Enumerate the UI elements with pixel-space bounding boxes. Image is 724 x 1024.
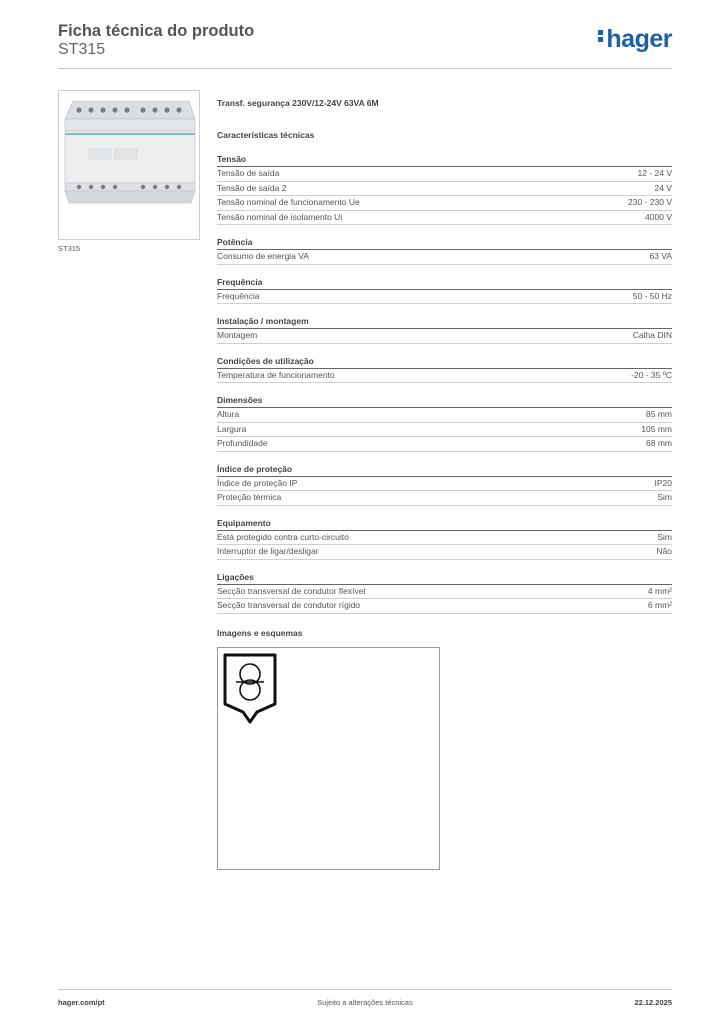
spec-value: 24 V	[654, 182, 672, 193]
spec-row	[217, 369, 672, 384]
spec-row	[217, 408, 672, 423]
spec-label: Temperatura de funcionamento	[217, 369, 335, 380]
spec-section	[217, 463, 672, 506]
spec-value: IP20	[654, 477, 672, 488]
spec-value: Sim	[657, 492, 672, 502]
spec-row	[217, 167, 672, 182]
hager-logo	[598, 25, 672, 54]
spec-section-title: Frequência	[217, 276, 672, 290]
spec-value: 85 mm	[646, 409, 672, 419]
spec-row	[217, 437, 672, 452]
spec-value: 68 mm	[646, 438, 672, 448]
spec-section-title: Potência	[217, 236, 672, 250]
spec-row	[217, 211, 672, 226]
spec-section	[217, 315, 672, 344]
transformer-device-icon	[59, 91, 200, 240]
spec-value: Sim	[657, 531, 672, 542]
spec-section	[217, 276, 672, 305]
spec-label: Altura	[217, 409, 240, 419]
spec-value: 4 mm²	[647, 585, 672, 596]
spec-section-title: Ligações	[217, 571, 672, 585]
technical-content	[217, 96, 672, 614]
spec-row	[217, 250, 672, 265]
footer-date: 22.12.2025	[634, 998, 672, 1007]
spec-section-title: Condições de utilização	[217, 355, 672, 369]
spec-row	[217, 599, 672, 614]
spec-label: Tensão nominal de isolamento Ui	[217, 211, 343, 222]
spec-value: 12 - 24 V	[637, 168, 672, 178]
spec-section-title: Tensão	[217, 153, 672, 167]
logo-text: hager	[606, 25, 672, 53]
spec-value: 230 - 230 V	[628, 197, 672, 207]
spec-section-title: Instalação / montagem	[217, 315, 672, 329]
spec-row	[217, 545, 672, 560]
spec-label: Frequência	[217, 290, 260, 301]
spec-section	[217, 517, 672, 560]
images-heading: Imagens e esquemas	[217, 628, 303, 638]
page-header	[58, 21, 672, 69]
spec-row	[217, 182, 672, 197]
technical-heading: Características técnicas	[217, 130, 315, 140]
spec-section	[217, 571, 672, 614]
spec-row	[217, 477, 672, 492]
spec-label: Montagem	[217, 330, 258, 340]
spec-row	[217, 491, 672, 506]
spec-section-title: Índice de proteção	[217, 463, 672, 477]
spec-row	[217, 423, 672, 438]
spec-row	[217, 196, 672, 211]
spec-row	[217, 290, 672, 305]
image-caption: ST315	[58, 244, 81, 253]
spec-row	[217, 585, 672, 600]
spec-section	[217, 153, 672, 225]
spec-label: Está protegido contra curto-circuito	[217, 531, 349, 542]
document-subtitle: ST315	[58, 41, 106, 58]
footer-note: Sujeito a alterações técnicas	[317, 998, 413, 1007]
spec-value: Calha DIN	[632, 330, 672, 340]
spec-label: Interruptor de ligar/desligar	[217, 546, 319, 556]
spec-value: 105 mm	[641, 423, 672, 434]
spec-label: Largura	[217, 423, 247, 434]
spec-value: Não	[656, 546, 672, 556]
spec-label: Consumo de energia VA	[217, 251, 309, 261]
spec-value: 63 VA	[649, 251, 672, 261]
spec-label: Profundidade	[217, 438, 268, 448]
spec-value: 6 mm²	[647, 600, 672, 610]
spec-value: 50 - 50 Hz	[632, 290, 672, 301]
spec-section	[217, 394, 672, 452]
spec-row	[217, 329, 672, 344]
specs-sections	[217, 153, 672, 614]
document-title: Ficha técnica do produto	[58, 22, 255, 40]
spec-section-title: Equipamento	[217, 517, 672, 531]
logo-dots-icon	[598, 28, 604, 44]
spec-label: Tensão nominal de funcionamento Ue	[217, 197, 360, 207]
spec-value: -20 - 35 ºC	[631, 369, 672, 380]
spec-section-title: Dimensões	[217, 394, 672, 408]
product-name: Transf. segurança 230V/12-24V 63VA 6M	[217, 98, 379, 108]
safety-transformer-symbol-icon	[222, 652, 278, 724]
spec-label: Secção transversal de condutor flexível	[217, 585, 366, 596]
footer-website: hager.com/pt	[58, 998, 105, 1007]
page-footer	[58, 989, 672, 1009]
spec-row	[217, 531, 672, 546]
spec-label: Índice de proteção IP	[217, 477, 298, 488]
schema-box	[217, 647, 440, 870]
spec-section	[217, 236, 672, 265]
product-image	[58, 90, 200, 240]
spec-section	[217, 355, 672, 384]
spec-label: Secção transversal de condutor rígido	[217, 600, 361, 610]
spec-label: Tensão de saída	[217, 168, 280, 178]
spec-label: Tensão de saída 2	[217, 182, 287, 193]
spec-label: Proteção térmica	[217, 492, 282, 502]
spec-value: 4000 V	[645, 211, 672, 222]
